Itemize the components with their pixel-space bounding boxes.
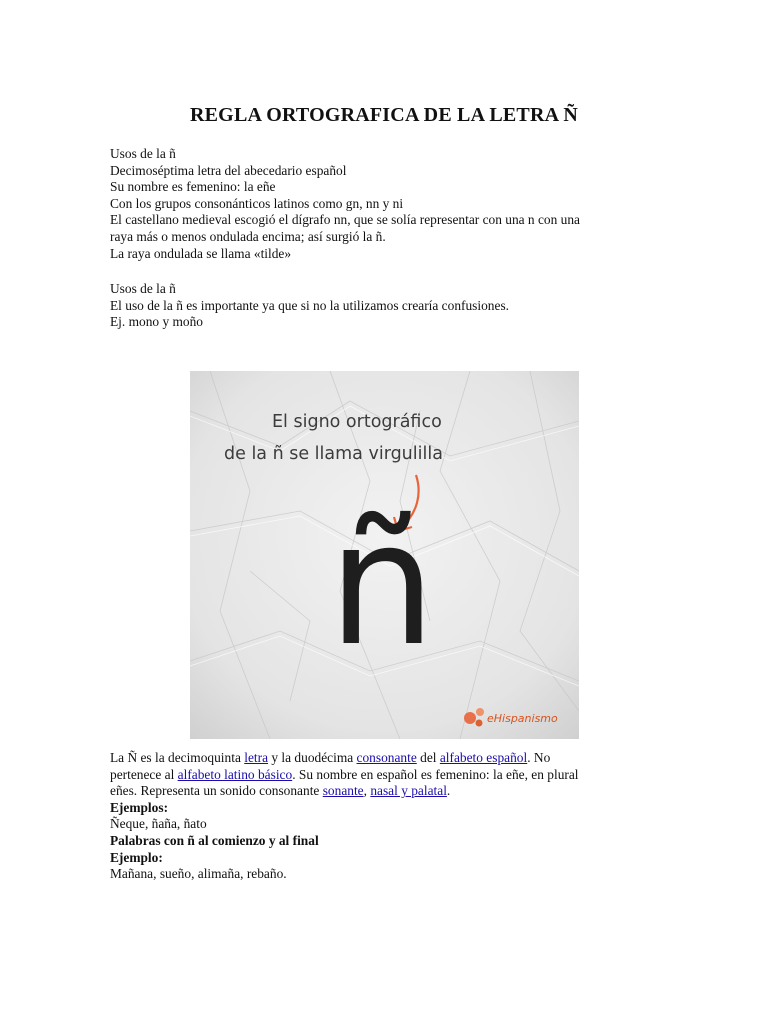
text: La Ñ es la decimoquinta xyxy=(110,750,245,765)
image-caption-line1: El signo ortográfico xyxy=(272,412,442,432)
link-alfabeto-espanol[interactable]: alfabeto español xyxy=(439,750,528,765)
crumpled-paper-illustration xyxy=(190,371,579,739)
usage-line: Usos de la ñ xyxy=(110,281,176,296)
intro-line: Decimoséptima letra del abecedario español xyxy=(110,162,347,178)
link-letra[interactable]: letra xyxy=(244,750,269,765)
usage-section xyxy=(110,281,670,331)
link-consonante[interactable]: consonante xyxy=(356,750,417,765)
definition-section xyxy=(110,750,670,883)
text: del xyxy=(416,750,440,765)
words-heading: Palabras con ñ al comienzo y al final xyxy=(110,832,319,848)
text: . No xyxy=(527,750,551,765)
text: pertenece al xyxy=(110,766,178,782)
intro-line: Con los grupos consonánticos latinos como gn, nn y ni xyxy=(110,195,404,211)
definition-line-2 xyxy=(110,767,670,784)
definition-line-1 xyxy=(110,750,670,767)
intro-section xyxy=(110,146,670,262)
definition-line-3 xyxy=(110,783,670,800)
link-sonante[interactable]: sonante xyxy=(322,783,364,799)
intro-line: Su nombre es femenino: la eñe xyxy=(110,179,276,195)
text: . xyxy=(446,783,451,799)
intro-line: Usos de la ñ xyxy=(110,146,176,161)
intro-line: raya más o menos ondulada encima; así surgió la ñ. xyxy=(110,228,386,244)
text: y la duodécima xyxy=(268,750,357,765)
intro-line: El castellano medieval escogió el dígrafo nn, que se solía representar con una n con una xyxy=(110,212,580,228)
examples-heading: Ejemplos: xyxy=(110,799,169,815)
link-nasal-palatal[interactable]: nasal y palatal xyxy=(370,783,447,799)
virgulilla-image xyxy=(190,371,579,739)
enye-letter: ñ xyxy=(328,486,436,684)
intro-line: La raya ondulada se llama «tilde» xyxy=(110,245,292,261)
image-caption-line2: de la ñ se llama virgulilla xyxy=(224,444,443,464)
page-title: REGLA ORTOGRAFICA DE LA LETRA Ñ xyxy=(190,104,578,126)
example-text: Mañana, sueño, alimaña, rebaño. xyxy=(110,866,287,882)
text: . Su nombre en español es femenino: la eñe, en plural xyxy=(292,766,579,782)
text: eñes. Representa un sonido consonante xyxy=(110,783,323,799)
logo-text: eHispanismo xyxy=(487,712,558,725)
text: , xyxy=(363,783,371,799)
usage-line: El uso de la ñ es importante ya que si no la utilizamos crearía confusiones. xyxy=(110,297,509,313)
usage-line: Ej. mono y moño xyxy=(110,314,203,330)
link-alfabeto-latino[interactable]: alfabeto latino básico xyxy=(177,766,293,782)
example-heading: Ejemplo: xyxy=(110,849,163,865)
examples-text: Ñeque, ñaña, ñato xyxy=(110,816,207,832)
